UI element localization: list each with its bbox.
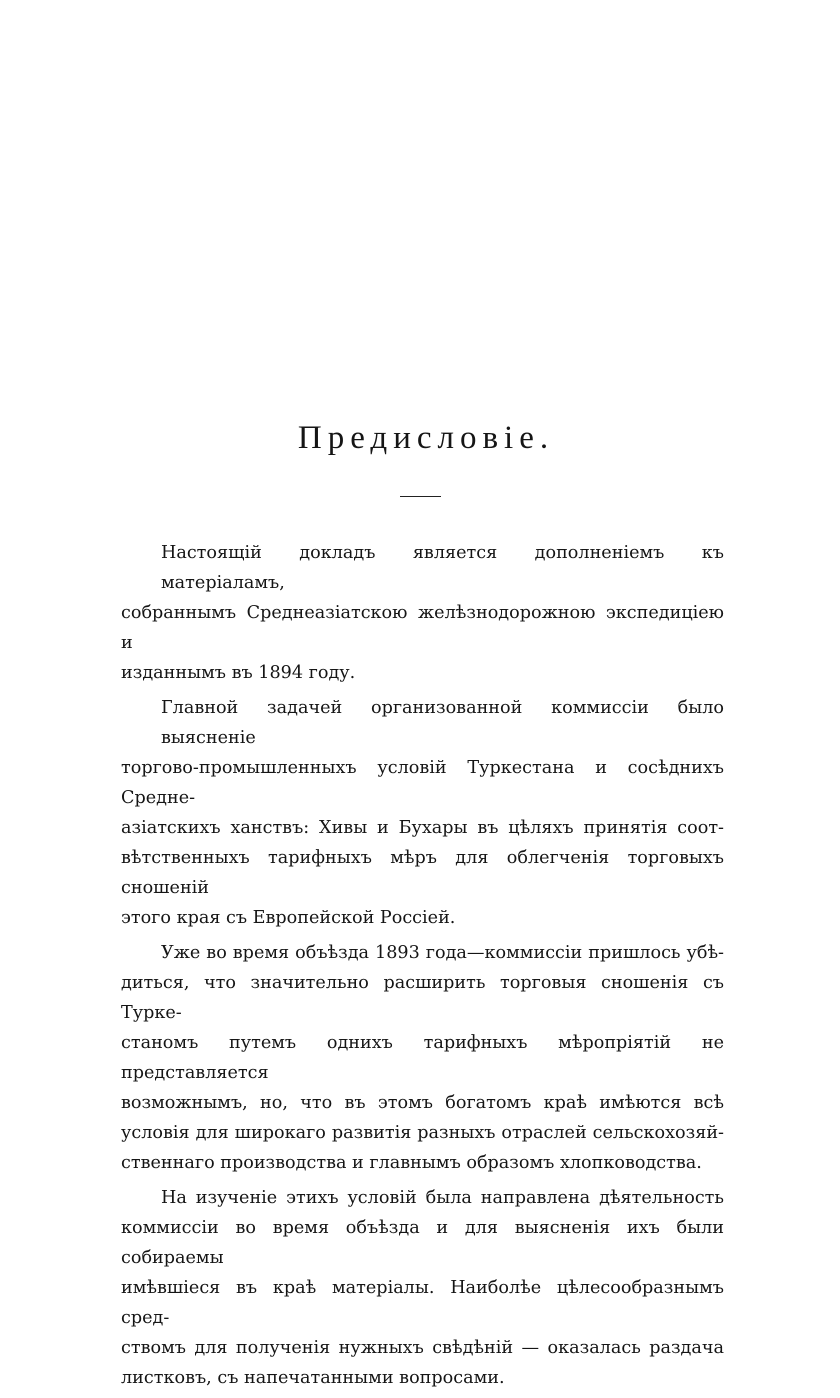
text-line: коммиссіи во время объѣзда и для выясненія ихъ были собираемы <box>121 1218 724 1268</box>
text-line: торгово-промышленныхъ условій Туркестана и сосѣднихъ Средне- <box>121 758 724 808</box>
text-line: Уже во время объѣзда 1893 года—коммиссіи пришлось убѣ- <box>161 943 724 963</box>
paragraph-2 <box>121 693 724 933</box>
text-line: этого края съ Европейской Россіей. <box>121 908 456 928</box>
page-title: Предисловіе. <box>297 420 555 456</box>
text-line: изданнымъ въ 1894 году. <box>121 663 356 683</box>
title-divider <box>400 496 441 497</box>
text-line: ствомъ для полученія нужныхъ свѣдѣній — оказалась раздача <box>121 1338 724 1358</box>
text-line: имѣвшіеся въ краѣ матеріалы. Наиболѣе цѣлесообразнымъ сред- <box>121 1278 724 1328</box>
body-text <box>121 538 724 1398</box>
text-line: листковъ, съ напечатанными вопросами. <box>121 1368 505 1388</box>
text-line: собраннымъ Среднеазіатскою желѣзнодорожною экспедиціею и <box>121 603 724 653</box>
text-line: Главной задачей организованной коммиссіи было выясненіе <box>161 698 724 748</box>
paragraph-3 <box>121 938 724 1178</box>
paragraph-4 <box>121 1183 724 1393</box>
text-line: На изученіе этихъ условій была направлена дѣятельность <box>161 1188 724 1208</box>
text-line: условія для широкаго развитія разныхъ отраслей сельскохозяй- <box>121 1123 724 1143</box>
text-line: возможнымъ, но, что въ этомъ богатомъ краѣ имѣются всѣ <box>121 1093 724 1113</box>
text-line: азіатскихъ ханствъ: Хивы и Бухары въ цѣляхъ принятія соот- <box>121 818 724 838</box>
text-line: ственнаго производства и главнымъ образомъ хлопководства. <box>121 1153 702 1173</box>
text-line: диться, что значительно расширить торговыя сношенія съ Турке- <box>121 973 724 1023</box>
text-line: вѣтственныхъ тарифныхъ мѣръ для облегченія торговыхъ сношеній <box>121 848 724 898</box>
text-line: станомъ путемъ однихъ тарифныхъ мѣропріятій не представляется <box>121 1033 724 1083</box>
text-line: Настоящій докладъ является дополненіемъ къ матеріаламъ, <box>161 543 724 593</box>
paragraph-1 <box>121 538 724 688</box>
